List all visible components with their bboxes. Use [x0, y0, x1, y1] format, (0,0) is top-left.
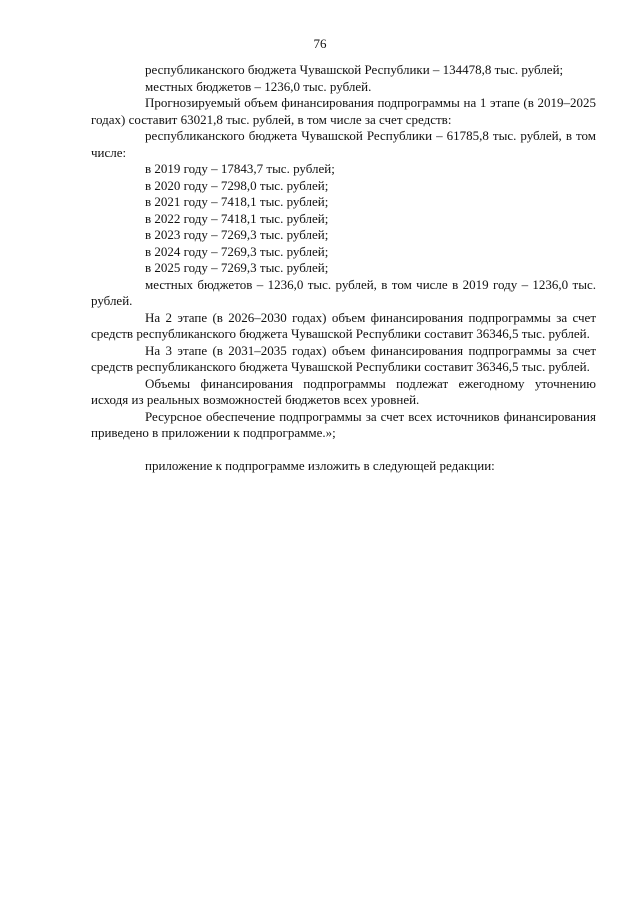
paragraph-annual-adjustment: Объемы финансирования подпрограммы подлежат ежегодному уточнению исходя из реальных возможностей бюджетов всех уровней. [91, 375, 596, 407]
paragraph-year-2024: в 2024 году – 7269,3 тыс. рублей; [145, 243, 329, 259]
paragraph-stage1-forecast: Прогнозируемый объем финансирования подпрограммы на 1 этапе (в 2019–2025 годах) составит 63021,8 тыс. рублей, в том числе за счет средств: [91, 95, 596, 127]
blank-line [91, 442, 596, 458]
paragraph-year-2020: в 2020 году – 7298,0 тыс. рублей; [145, 177, 329, 193]
paragraph-stage1-republic-budget: республиканского бюджета Чувашской Республики – 61785,8 тыс. рублей, в том числе: [91, 128, 596, 160]
paragraph-year-2022: в 2022 году – 7418,1 тыс. рублей; [145, 210, 329, 226]
paragraph-year-2025: в 2025 году – 7269,3 тыс. рублей; [145, 260, 329, 275]
paragraph-stage1-local-budgets: местных бюджетов – 1236,0 тыс. рублей, в том числе в 2019 году – 1236,0 тыс. рублей. [91, 276, 596, 308]
paragraph-appendix-instruction: приложение к подпрограмме изложить в следующей редакции: [145, 457, 495, 473]
paragraph-local-budgets-total: местных бюджетов – 1236,0 тыс. рублей. [145, 78, 372, 94]
document-body [91, 62, 596, 474]
paragraph-year-2019: в 2019 году – 17843,7 тыс. рублей; [145, 161, 335, 176]
paragraph-year-2021: в 2021 году – 7418,1 тыс. рублей; [145, 194, 329, 209]
paragraph-stage2: На 2 этапе (в 2026–2030 годах) объем финансирования подпрограммы за счет средств республиканского бюджета Чувашской Республики составит 36346,5 тыс. рублей. [91, 309, 596, 341]
paragraph-stage3: На 3 этапе (в 2031–2035 годах) объем финансирования подпрограммы за счет средств республиканского бюджета Чувашской Республики составит 36346,5 тыс. рублей. [91, 342, 596, 374]
paragraph-resource-provision: Ресурсное обеспечение подпрограммы за счет всех источников финансирования приведено в приложении к подпрограмме.»; [91, 408, 596, 440]
page-number: 76 [313, 36, 327, 51]
paragraph-republic-budget-total: республиканского бюджета Чувашской Республики – 134478,8 тыс. рублей; [145, 62, 564, 77]
paragraph-year-2023: в 2023 году – 7269,3 тыс. рублей; [145, 227, 329, 242]
